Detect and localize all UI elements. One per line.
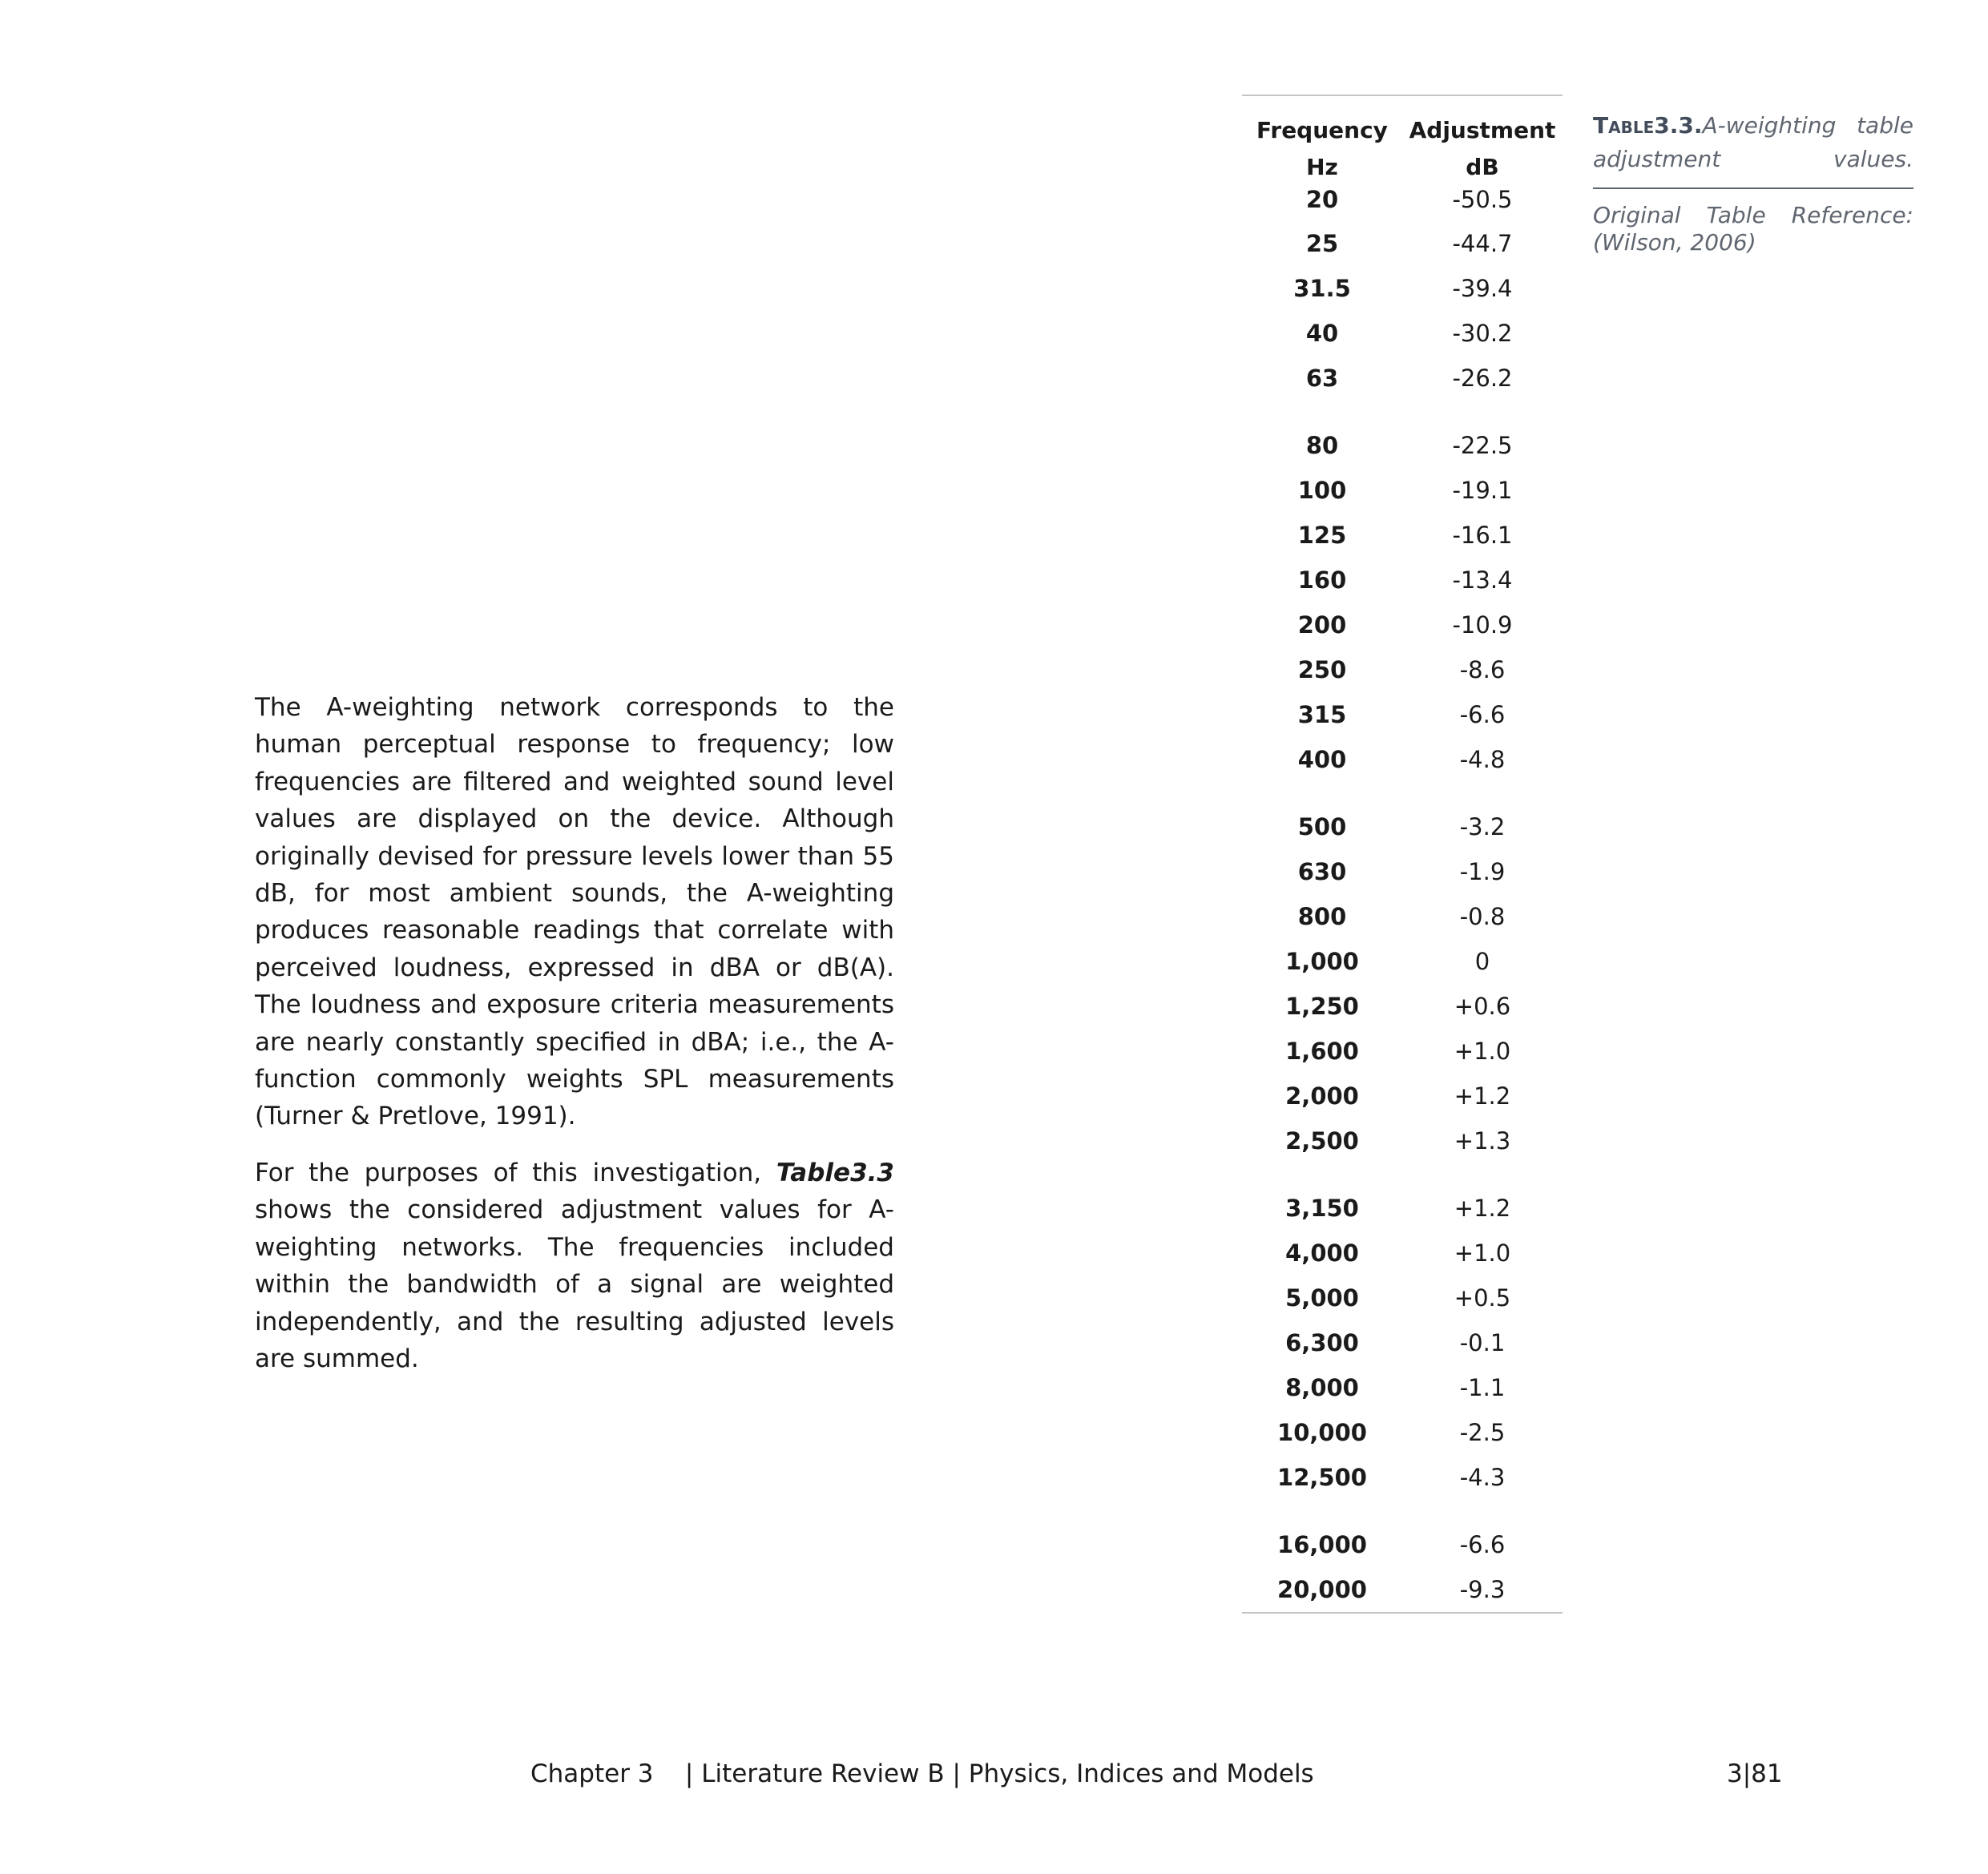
table-row — [1242, 1567, 1563, 1612]
table-row — [1242, 356, 1563, 401]
table-row — [1242, 513, 1563, 558]
frequency-cell: 400 — [1297, 746, 1347, 773]
caption-reference-citation: (Wilson, 2006) — [1593, 229, 1756, 256]
table-row — [1242, 558, 1563, 603]
frequency-cell: 20 — [1305, 186, 1339, 213]
table-row — [1242, 1522, 1563, 1567]
adjustment-cell: +0.5 — [1454, 1284, 1511, 1312]
frequency-cell: 31.5 — [1293, 275, 1351, 302]
table-row — [1242, 1118, 1563, 1163]
table-row — [1242, 804, 1563, 849]
table-row — [1242, 1365, 1563, 1410]
paragraph-2 — [255, 1155, 894, 1377]
frequency-cell: 500 — [1297, 813, 1347, 840]
adjustment-header-label: Adjustment — [1409, 117, 1556, 143]
frequency-cell: 2,000 — [1285, 1082, 1359, 1110]
a-weighting-table — [1242, 95, 1563, 1614]
caption-divider — [1593, 187, 1913, 189]
adjustment-cell: +1.0 — [1454, 1239, 1511, 1267]
adjustment-cell: -13.4 — [1452, 566, 1513, 594]
table-row — [1242, 984, 1563, 1029]
frequency-cell: 315 — [1297, 701, 1347, 728]
paragraph-2-pre: For the purposes of this investigation, — [255, 1158, 776, 1187]
adjustment-cell: +1.0 — [1454, 1038, 1511, 1065]
frequency-cell: 25 — [1305, 230, 1339, 257]
adjustment-cell: -10.9 — [1452, 611, 1513, 639]
caption-title: A-weighting table adjustment values. — [1593, 112, 1913, 172]
frequency-column-header — [1242, 112, 1402, 186]
frequency-cell: 2,500 — [1285, 1127, 1359, 1155]
caption-table-number: Table3.3. — [1593, 112, 1703, 139]
table-row — [1242, 603, 1563, 647]
adjustment-cell: -6.6 — [1459, 1531, 1506, 1558]
adjustment-cell: -22.5 — [1452, 432, 1513, 459]
frequency-cell: 800 — [1297, 903, 1347, 930]
table-header — [1242, 96, 1563, 186]
table-row — [1242, 186, 1563, 221]
adjustment-cell: +1.2 — [1454, 1082, 1511, 1110]
table-row — [1242, 1320, 1563, 1365]
frequency-cell: 80 — [1305, 432, 1339, 459]
frequency-cell: 63 — [1305, 365, 1339, 392]
frequency-cell: 1,000 — [1285, 948, 1359, 975]
table-row — [1242, 468, 1563, 513]
frequency-cell: 4,000 — [1285, 1239, 1359, 1267]
adjustment-cell: -50.5 — [1452, 186, 1513, 213]
adjustment-cell: -4.3 — [1459, 1464, 1506, 1491]
frequency-cell: 1,250 — [1285, 993, 1359, 1020]
table-row — [1242, 1186, 1563, 1231]
adjustment-cell: -1.9 — [1459, 858, 1506, 885]
frequency-cell: 6,300 — [1285, 1329, 1359, 1356]
adjustment-cell: -26.2 — [1452, 365, 1513, 392]
table-row — [1242, 849, 1563, 894]
table-row — [1242, 647, 1563, 692]
paragraph-2-post: shows the considered adjustment values for A-weighting networks. The frequencies included within the bandwidth of a signal are weighted independently, and the resulting adjusted levels are summed. — [255, 1195, 894, 1373]
adjustment-cell: -9.3 — [1459, 1576, 1506, 1603]
table-reference: Table3.3 — [776, 1158, 894, 1187]
adjustment-cell: -0.1 — [1459, 1329, 1506, 1356]
table-row — [1242, 939, 1563, 984]
frequency-cell: 16,000 — [1277, 1531, 1367, 1558]
adjustment-cell: +0.6 — [1454, 993, 1511, 1020]
table-row — [1242, 1029, 1563, 1074]
table-row — [1242, 311, 1563, 356]
adjustment-cell: -2.5 — [1459, 1419, 1506, 1446]
adjustment-cell: -1.1 — [1459, 1374, 1506, 1401]
table-row — [1242, 1276, 1563, 1320]
table-row — [1242, 894, 1563, 939]
caption-reference-label: Original Table Reference: — [1593, 202, 1913, 228]
adjustment-column-header — [1402, 112, 1563, 186]
frequency-cell: 8,000 — [1285, 1374, 1359, 1401]
frequency-cell: 40 — [1305, 320, 1339, 347]
adjustment-cell: +1.2 — [1454, 1195, 1511, 1222]
frequency-cell: 125 — [1297, 522, 1347, 549]
frequency-cell: 1,600 — [1285, 1038, 1359, 1065]
table-row — [1242, 1231, 1563, 1276]
page-number: 3|81 — [1727, 1759, 1783, 1788]
table-row — [1242, 266, 1563, 311]
table-row — [1242, 1074, 1563, 1118]
table-caption — [1593, 109, 1913, 256]
caption-title-block — [1593, 109, 1913, 176]
frequency-header-unit: Hz — [1306, 154, 1338, 180]
adjustment-cell: 0 — [1474, 948, 1490, 975]
table-row — [1242, 221, 1563, 266]
adjustment-cell: -30.2 — [1452, 320, 1513, 347]
adjustment-header-unit: dB — [1466, 154, 1499, 180]
table-row — [1242, 1410, 1563, 1455]
adjustment-cell: -39.4 — [1452, 275, 1513, 302]
frequency-cell: 160 — [1297, 566, 1347, 594]
frequency-cell: 200 — [1297, 611, 1347, 639]
adjustment-cell: -6.6 — [1459, 701, 1506, 728]
adjustment-cell: -19.1 — [1452, 477, 1513, 504]
table-row — [1242, 1455, 1563, 1500]
table-row — [1242, 692, 1563, 737]
frequency-cell: 5,000 — [1285, 1284, 1359, 1312]
body-text — [255, 689, 894, 1396]
frequency-cell: 250 — [1297, 656, 1347, 683]
paragraph-1: The A-weighting network corresponds to the human perceptual response to frequency; low frequencies are filtered and weighted sound level values are displayed on the device. Although originally devised for pressure levels lower than 55 dB, for most ambient sounds, the A-weighting produces reasonable readings that correlate with perceived loudness, expressed in dBA or dB(A). The loudness and exposure criteria measurements are nearly constantly specified in dBA; i.e., the A-function commonly weights SPL measurements (Turner & Pretlove, 1991). — [255, 693, 894, 1131]
adjustment-cell: -8.6 — [1459, 656, 1506, 683]
adjustment-cell: -16.1 — [1452, 522, 1513, 549]
adjustment-cell: -3.2 — [1459, 813, 1506, 840]
adjustment-cell: -44.7 — [1452, 230, 1513, 257]
running-head: Chapter 3 | Literature Review B | Physics, Indices and Models — [530, 1759, 1314, 1788]
adjustment-cell: -0.8 — [1459, 903, 1506, 930]
frequency-cell: 10,000 — [1277, 1419, 1367, 1446]
frequency-cell: 100 — [1297, 477, 1347, 504]
table-row — [1242, 423, 1563, 468]
table-row — [1242, 737, 1563, 782]
frequency-cell: 630 — [1297, 858, 1347, 885]
frequency-cell: 20,000 — [1277, 1576, 1367, 1603]
table-body — [1242, 186, 1563, 1612]
caption-reference — [1593, 202, 1913, 256]
frequency-cell: 12,500 — [1277, 1464, 1367, 1491]
adjustment-cell: +1.3 — [1454, 1127, 1511, 1155]
frequency-cell: 3,150 — [1285, 1195, 1359, 1222]
adjustment-cell: -4.8 — [1459, 746, 1506, 773]
frequency-header-label: Frequency — [1256, 117, 1388, 143]
